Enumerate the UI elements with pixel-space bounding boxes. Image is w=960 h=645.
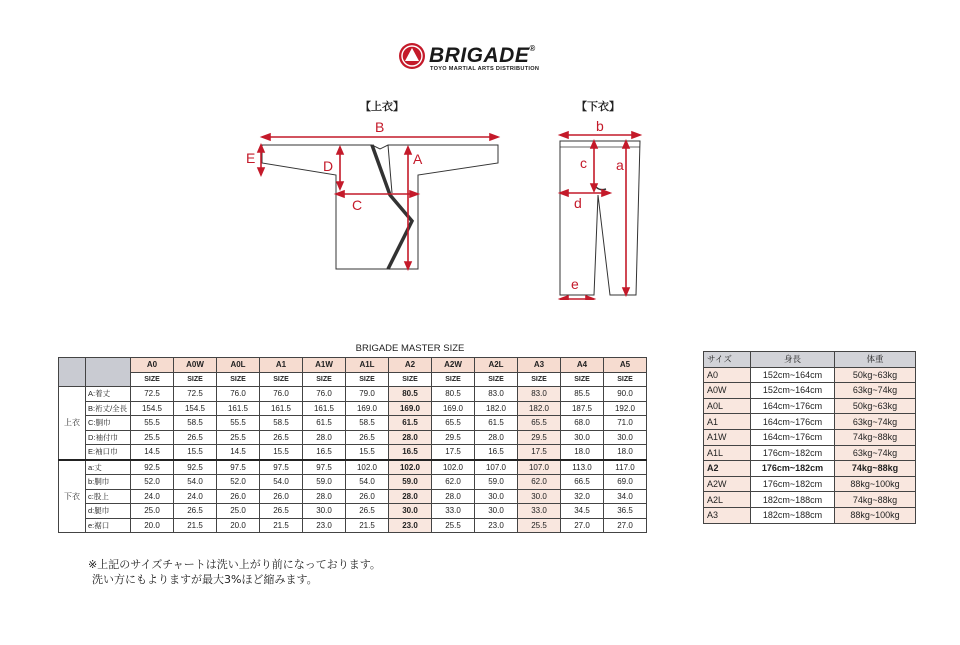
size-value: 20.0 [217,518,260,533]
jacket-label-d: D [323,158,334,174]
size-subheader: SIZE [260,372,303,387]
size-value: 25.0 [131,504,174,519]
guide-row [704,383,916,399]
size-value: 182.0 [518,401,561,416]
size-value: 15.5 [174,445,217,460]
guide-height: 176cm~182cm [751,476,835,492]
jacket-label-e: E [246,150,256,166]
size-value: 161.5 [303,401,346,416]
guide-weight: 63kg~74kg [835,445,916,461]
master-size-table [58,357,647,533]
pants-label-b: b [596,118,604,134]
size-value: 92.5 [174,460,217,475]
pants-title: 【下衣】 [576,100,620,113]
size-subheader: SIZE [518,372,561,387]
size-value: 161.5 [217,401,260,416]
size-value: 29.5 [518,430,561,445]
size-value: 55.5 [217,416,260,431]
size-value: 28.0 [389,489,432,504]
size-value: 182.0 [475,401,518,416]
table-row [59,460,647,475]
jacket-diagram [240,115,520,275]
pants-label-d: d [574,195,582,211]
guide-height: 164cm~176cm [751,414,835,430]
size-value: 102.0 [346,460,389,475]
size-value: 30.0 [303,504,346,519]
guide-row [704,398,916,414]
note-line-1: ※上記のサイズチャートは洗い上がり前になっております。 [88,558,381,571]
master-subheader-row [59,372,647,387]
table-row [59,387,647,402]
size-value: 117.0 [604,460,647,475]
size-value: 20.0 [131,518,174,533]
size-value: 33.0 [432,504,475,519]
size-header: A0W [174,358,217,373]
jacket-label-a: A [413,151,423,167]
size-value: 54.0 [346,475,389,490]
brand-tagline: TOYO MARTIAL ARTS DISTRIBUTION [430,66,540,72]
pants-label-a: a [616,157,624,173]
size-value: 62.0 [518,475,561,490]
guide-height: 182cm~188cm [751,492,835,508]
master-corner [59,358,86,387]
size-value: 66.5 [561,475,604,490]
size-header: A3 [518,358,561,373]
size-value: 54.0 [260,475,303,490]
size-value: 92.5 [131,460,174,475]
size-value: 34.5 [561,504,604,519]
row-label: A:着丈 [86,387,131,402]
size-subheader: SIZE [174,372,217,387]
guide-row [704,429,916,445]
size-value: 58.5 [260,416,303,431]
size-value: 15.5 [346,445,389,460]
pants-label-c: c [580,155,587,171]
guide-weight: 74kg~88kg [835,461,916,477]
guide-weight: 50kg~63kg [835,367,916,383]
size-value: 30.0 [389,504,432,519]
size-value: 30.0 [604,430,647,445]
guide-height: 164cm~176cm [751,429,835,445]
guide-header-size: サイズ [704,352,751,368]
size-value: 23.0 [475,518,518,533]
table-row [59,489,647,504]
size-value: 107.0 [475,460,518,475]
row-label: d:腿巾 [86,504,131,519]
guide-size: A1 [704,414,751,430]
size-value: 113.0 [561,460,604,475]
size-value: 69.0 [604,475,647,490]
size-value: 97.5 [303,460,346,475]
size-value: 29.5 [432,430,475,445]
guide-row [704,367,916,383]
size-value: 59.0 [475,475,518,490]
size-value: 52.0 [131,475,174,490]
size-header: A5 [604,358,647,373]
size-value: 83.0 [518,387,561,402]
size-subheader: SIZE [475,372,518,387]
size-value: 26.0 [217,489,260,504]
size-value: 83.0 [475,387,518,402]
size-value: 28.0 [303,430,346,445]
size-value: 24.0 [174,489,217,504]
size-value: 26.5 [346,430,389,445]
size-value: 32.0 [561,489,604,504]
size-value: 17.5 [432,445,475,460]
note-line-2-text: 洗い方にもよりますが最大3%ほど縮みます。 [92,573,318,586]
size-subheader: SIZE [389,372,432,387]
size-value: 17.5 [518,445,561,460]
size-value: 169.0 [432,401,475,416]
table-row [59,445,647,460]
guide-weight: 88kg~100kg [835,476,916,492]
size-value: 26.0 [260,489,303,504]
size-value: 102.0 [389,460,432,475]
pants-label-e: e [571,276,579,292]
size-value: 72.5 [174,387,217,402]
size-value: 58.5 [174,416,217,431]
table-row [59,518,647,533]
size-value: 24.0 [131,489,174,504]
table-row [59,504,647,519]
size-value: 30.0 [518,489,561,504]
jacket-title: 【上衣】 [360,100,404,113]
size-subheader: SIZE [131,372,174,387]
jacket-label-b: B [375,119,385,135]
size-value: 61.5 [475,416,518,431]
size-subheader: SIZE [561,372,604,387]
size-value: 59.0 [389,475,432,490]
size-value: 25.5 [217,430,260,445]
size-value: 68.0 [561,416,604,431]
size-value: 154.5 [131,401,174,416]
row-label: B:裄丈/全長 [86,401,131,416]
size-value: 154.5 [174,401,217,416]
size-value: 65.5 [518,416,561,431]
group-label: 下衣 [59,460,86,533]
size-value: 85.5 [561,387,604,402]
row-label: D:袖付巾 [86,430,131,445]
size-subheader: SIZE [432,372,475,387]
guide-weight: 63kg~74kg [835,414,916,430]
size-subheader: SIZE [604,372,647,387]
size-value: 26.5 [346,504,389,519]
size-value: 169.0 [389,401,432,416]
size-value: 30.0 [475,504,518,519]
guide-weight: 74kg~88kg [835,429,916,445]
master-header-row [59,358,647,373]
jacket-label-c: C [352,197,363,213]
size-value: 21.5 [174,518,217,533]
master-corner [86,358,131,387]
size-value: 61.5 [303,416,346,431]
size-value: 15.5 [260,445,303,460]
size-value: 65.5 [432,416,475,431]
size-header: A2L [475,358,518,373]
guide-weight: 88kg~100kg [835,507,916,523]
size-value: 169.0 [346,401,389,416]
size-value: 25.0 [217,504,260,519]
size-guide-table [703,351,916,524]
size-value: 16.5 [475,445,518,460]
size-value: 16.5 [303,445,346,460]
guide-row [704,507,916,523]
row-label: C:胴巾 [86,416,131,431]
size-value: 76.0 [217,387,260,402]
guide-size: A0L [704,398,751,414]
size-value: 79.0 [346,387,389,402]
guide-height: 176cm~182cm [751,445,835,461]
guide-weight: 63kg~74kg [835,383,916,399]
size-value: 23.0 [389,518,432,533]
size-value: 97.5 [260,460,303,475]
guide-weight: 74kg~88kg [835,492,916,508]
size-subheader: SIZE [303,372,346,387]
size-value: 72.5 [131,387,174,402]
guide-size: A1L [704,445,751,461]
guide-size: A0 [704,367,751,383]
size-value: 76.0 [260,387,303,402]
size-value: 21.5 [260,518,303,533]
master-table-title: BRIGADE MASTER SIZE [355,343,465,354]
size-value: 18.0 [604,445,647,460]
guide-height: 164cm~176cm [751,398,835,414]
size-value: 55.5 [131,416,174,431]
note-line-2 [92,571,318,587]
size-value: 26.5 [174,504,217,519]
guide-size: A2 [704,461,751,477]
size-value: 34.0 [604,489,647,504]
brand-emblem-icon [398,42,426,70]
size-value: 54.0 [174,475,217,490]
size-value: 102.0 [432,460,475,475]
brand-logo [398,40,568,78]
guide-size: A0W [704,383,751,399]
size-value: 71.0 [604,416,647,431]
table-row [59,401,647,416]
row-label: c:股上 [86,489,131,504]
size-value: 26.5 [260,430,303,445]
size-value: 27.0 [561,518,604,533]
size-value: 80.5 [389,387,432,402]
size-subheader: SIZE [217,372,260,387]
size-header: A1W [303,358,346,373]
size-value: 59.0 [303,475,346,490]
size-header: A0 [131,358,174,373]
size-value: 21.5 [346,518,389,533]
size-subheader: SIZE [346,372,389,387]
size-value: 30.0 [475,489,518,504]
size-header: A0L [217,358,260,373]
size-value: 28.0 [303,489,346,504]
size-header: A2W [432,358,475,373]
guide-height: 152cm~164cm [751,367,835,383]
size-value: 192.0 [604,401,647,416]
guide-row [704,445,916,461]
size-value: 61.5 [389,416,432,431]
size-value: 25.5 [131,430,174,445]
pants-diagram [548,115,648,300]
table-row [59,475,647,490]
size-value: 28.0 [475,430,518,445]
row-label: b:胴巾 [86,475,131,490]
guide-row [704,492,916,508]
size-value: 76.0 [303,387,346,402]
size-value: 161.5 [260,401,303,416]
size-value: 23.0 [303,518,346,533]
guide-header-height: 身長 [751,352,835,368]
size-value: 52.0 [217,475,260,490]
size-value: 80.5 [432,387,475,402]
size-value: 18.0 [561,445,604,460]
guide-weight: 50kg~63kg [835,398,916,414]
size-value: 26.5 [174,430,217,445]
size-value: 90.0 [604,387,647,402]
size-value: 33.0 [518,504,561,519]
size-value: 26.5 [260,504,303,519]
guide-row [704,461,916,477]
guide-header-weight: 体重 [835,352,916,368]
guide-height: 152cm~164cm [751,383,835,399]
guide-size: A2W [704,476,751,492]
size-value: 36.5 [604,504,647,519]
size-value: 27.0 [604,518,647,533]
table-row [59,430,647,445]
size-value: 16.5 [389,445,432,460]
size-value: 28.0 [432,489,475,504]
size-header: A2 [389,358,432,373]
size-value: 107.0 [518,460,561,475]
guide-size: A3 [704,507,751,523]
size-value: 14.5 [131,445,174,460]
size-value: 187.5 [561,401,604,416]
size-value: 97.5 [217,460,260,475]
size-header: A4 [561,358,604,373]
guide-row [704,414,916,430]
size-value: 30.0 [561,430,604,445]
guide-height: 176cm~182cm [751,461,835,477]
guide-header-row [704,352,916,368]
size-value: 62.0 [432,475,475,490]
guide-size: A2L [704,492,751,508]
brand-name: BRIGADE® [429,44,536,67]
size-value: 58.5 [346,416,389,431]
row-label: a:丈 [86,460,131,475]
guide-size: A1W [704,429,751,445]
size-value: 25.5 [518,518,561,533]
size-header: A1 [260,358,303,373]
guide-height: 182cm~188cm [751,507,835,523]
row-label: E:袖口巾 [86,445,131,460]
size-header: A1L [346,358,389,373]
size-value: 26.0 [346,489,389,504]
size-value: 25.5 [432,518,475,533]
size-value: 28.0 [389,430,432,445]
size-value: 14.5 [217,445,260,460]
row-label: e:裾口 [86,518,131,533]
group-label: 上衣 [59,387,86,460]
guide-row [704,476,916,492]
table-row [59,416,647,431]
